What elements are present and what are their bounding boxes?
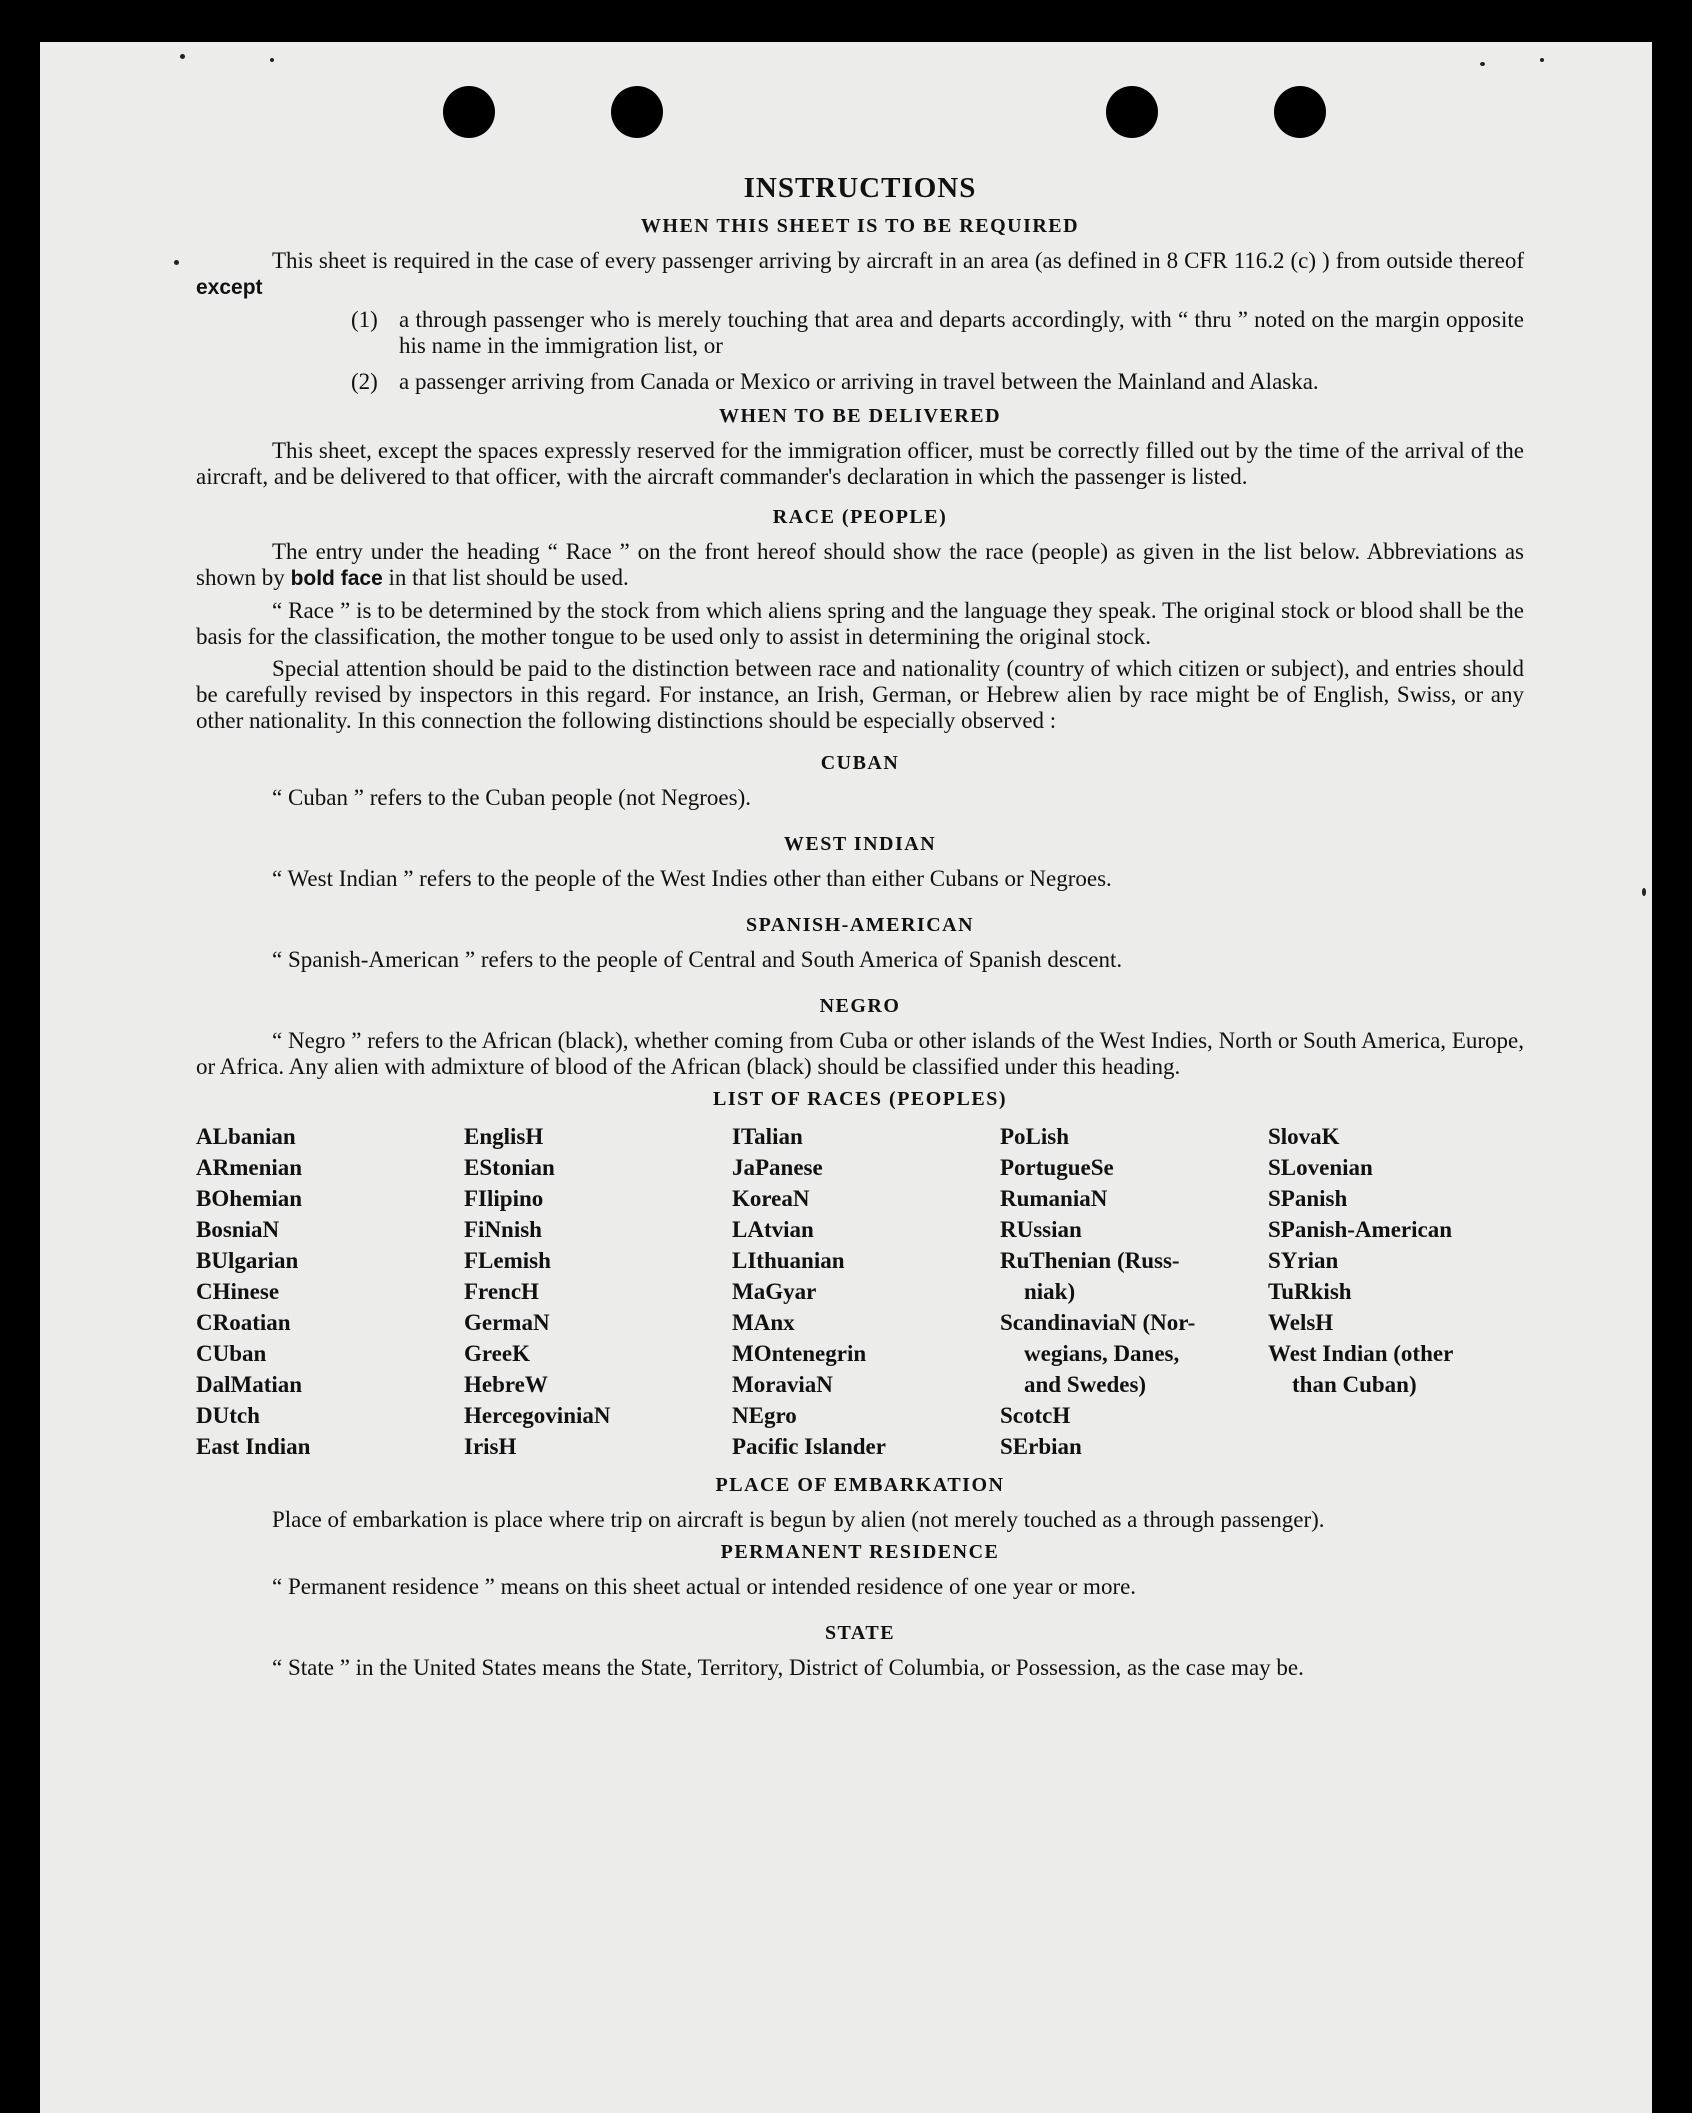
paragraph-race-2: “ Race ” is to be determined by the stock from which aliens spring and the language they speak. The original stock or blood shall be the basis for the classification, the mother tongue to be used only to assist in determining the original stock. <box>196 598 1524 649</box>
race-entry: West Indian (other than Cuban) <box>1268 1341 1454 1397</box>
race-entry: BosniaN <box>196 1217 280 1242</box>
instructions-content <box>196 172 1524 1687</box>
race-entry: RuThenian (Russ- niak) <box>1000 1248 1180 1304</box>
race-entry: IrisH <box>464 1434 517 1459</box>
paragraph-when-delivered: This sheet, except the spaces expressly reserved for the immigration officer, must be correctly filled out by the time of the arrival of the aircraft, and be delivered to that officer, with the aircraft commander's declaration in which the passenger is listed. <box>196 438 1524 489</box>
races-column <box>464 1121 732 1462</box>
races-column <box>1268 1121 1524 1462</box>
race-entry: FIlipino <box>464 1186 544 1211</box>
paragraph-spanish-american: “ Spanish-American ” refers to the people of Central and South America of Spanish descent. <box>272 947 1123 972</box>
race-entry: HercegoviniaN <box>464 1403 611 1428</box>
race-entry: FLemish <box>464 1248 551 1273</box>
punch-hole <box>611 86 663 138</box>
race-entry: SErbian <box>1000 1434 1082 1459</box>
heading-state: STATE <box>824 1622 896 1644</box>
race-entry: ITalian <box>732 1124 803 1149</box>
paragraph-negro: “ Negro ” refers to the African (black), whether coming from Cuba or other islands of the West Indies, North or South America, Europe, or Africa. Any alien with admixture of blood of the African (black) should be classified under this heading. <box>196 1028 1524 1079</box>
races-column <box>196 1121 464 1462</box>
race-entry: MOntenegrin <box>732 1341 867 1366</box>
race-entry: RUssian <box>1000 1217 1082 1242</box>
race-entry: NEgro <box>732 1403 797 1428</box>
race-entry: ScandinaviaN (Nor- wegians, Danes, and Swedes) <box>1000 1310 1196 1397</box>
heading-spanish-american: SPANISH-AMERICAN <box>745 914 975 936</box>
race-entry: LIthuanian <box>732 1248 845 1273</box>
races-list <box>196 1121 1524 1462</box>
races-column <box>1000 1121 1268 1462</box>
race-entry: DalMatian <box>196 1372 303 1397</box>
race-entry: BOhemian <box>196 1186 303 1211</box>
race-entry: ALbanian <box>196 1124 296 1149</box>
exception-item: (2) a passenger arriving from Canada or Mexico or arriving in travel between the Mainland and Alaska. <box>351 369 1319 394</box>
race-entry: JaPanese <box>732 1155 823 1180</box>
heading-when-required: WHEN THIS SHEET IS TO BE REQUIRED <box>640 215 1080 237</box>
race-entry: CRoatian <box>196 1310 291 1335</box>
speck <box>174 260 179 265</box>
punch-hole <box>1274 86 1326 138</box>
race-entry: SPanish-American <box>1268 1217 1452 1242</box>
race-entry: MAnx <box>732 1310 795 1335</box>
race-entry: BUlgarian <box>196 1248 299 1273</box>
race-entry: FrencH <box>464 1279 539 1304</box>
paragraph-when-required: This sheet is required in the case of every passenger arriving by aircraft in an area (as defined in 8 CFR 116.2 (c) ) from outside thereof except <box>196 248 1524 299</box>
speck <box>1642 888 1646 896</box>
race-entry: DUtch <box>196 1403 260 1428</box>
heading-permanent-residence: PERMANENT RESIDENCE <box>720 1541 1000 1563</box>
document-sheet <box>40 42 1652 2113</box>
race-entry: CHinese <box>196 1279 280 1304</box>
exception-item: (1) a through passenger who is merely touching that area and departs accordingly, with “ thru ” noted on the margin opposite his name in the immigration list, or <box>351 307 1524 358</box>
race-entry: SlovaK <box>1268 1124 1340 1149</box>
race-entry: FiNnish <box>464 1217 542 1242</box>
heading-when-delivered: WHEN TO BE DELIVERED <box>718 405 1002 427</box>
race-entry: PoLish <box>1000 1124 1070 1149</box>
paragraph-west-indian: “ West Indian ” refers to the people of the West Indies other than either Cubans or Negroes. <box>272 866 1112 891</box>
heading-cuban: CUBAN <box>820 752 900 774</box>
race-entry: CUban <box>196 1341 267 1366</box>
paragraph-race-1: The entry under the heading “ Race ” on the front hereof should show the race (people) as given in the list below. Abbreviations as shown by bold face in that list should be used. <box>196 539 1524 590</box>
race-entry: SYrian <box>1268 1248 1339 1273</box>
heading-negro: NEGRO <box>819 995 901 1017</box>
race-entry: RumaniaN <box>1000 1186 1108 1211</box>
heading-west-indian: WEST INDIAN <box>783 833 937 855</box>
race-entry: KoreaN <box>732 1186 810 1211</box>
page-title: INSTRUCTIONS <box>743 172 977 204</box>
race-entry: ScotcH <box>1000 1403 1071 1428</box>
race-entry: HebreW <box>464 1372 548 1397</box>
race-entry: EnglisH <box>464 1124 544 1149</box>
paragraph-permanent-residence: “ Permanent residence ” means on this sheet actual or intended residence of one year or more. <box>272 1574 1137 1599</box>
races-column <box>732 1121 1000 1462</box>
speck <box>1540 58 1544 62</box>
race-entry: GreeK <box>464 1341 530 1366</box>
punch-hole <box>1106 86 1158 138</box>
speck <box>270 58 274 62</box>
paragraph-embarkation: Place of embarkation is place where trip on aircraft is begun by alien (not merely touched as a through passenger). <box>272 1507 1325 1532</box>
race-entry: EStonian <box>464 1155 555 1180</box>
race-entry: ARmenian <box>196 1155 303 1180</box>
race-entry: MaGyar <box>732 1279 817 1304</box>
except-bold: except <box>196 276 263 299</box>
race-entry: SPanish <box>1268 1186 1348 1211</box>
speck <box>180 54 185 59</box>
race-entry: East Indian <box>196 1434 311 1459</box>
punch-hole <box>443 86 495 138</box>
paragraph-cuban: “ Cuban ” refers to the Cuban people (not Negroes). <box>272 785 752 810</box>
race-entry: LAtvian <box>732 1217 814 1242</box>
heading-race: RACE (PEOPLE) <box>772 506 948 528</box>
race-entry: MoraviaN <box>732 1372 833 1397</box>
race-entry: TuRkish <box>1268 1279 1352 1304</box>
paragraph-state: “ State ” in the United States means the State, Territory, District of Columbia, or Possession, as the case may be. <box>272 1655 1304 1680</box>
speck <box>1480 62 1485 66</box>
race-entry: GermaN <box>464 1310 550 1335</box>
race-entry: Pacific Islander <box>732 1434 886 1459</box>
paragraph-race-3: Special attention should be paid to the distinction between race and nationality (country of which citizen or subject), and entries should be carefully revised by inspectors in this regard. For instance, an Irish, German, or Hebrew alien by race might be of English, Swiss, or any other nationality. In this connection the following distinctions should be especially observed : <box>196 656 1524 733</box>
heading-list-of-races: LIST OF RACES (PEOPLES) <box>712 1088 1007 1110</box>
heading-embarkation: PLACE OF EMBARKATION <box>715 1474 1005 1496</box>
race-entry: SLovenian <box>1268 1155 1373 1180</box>
race-entry: PortugueSe <box>1000 1155 1114 1180</box>
race-entry: WelsH <box>1268 1310 1334 1335</box>
